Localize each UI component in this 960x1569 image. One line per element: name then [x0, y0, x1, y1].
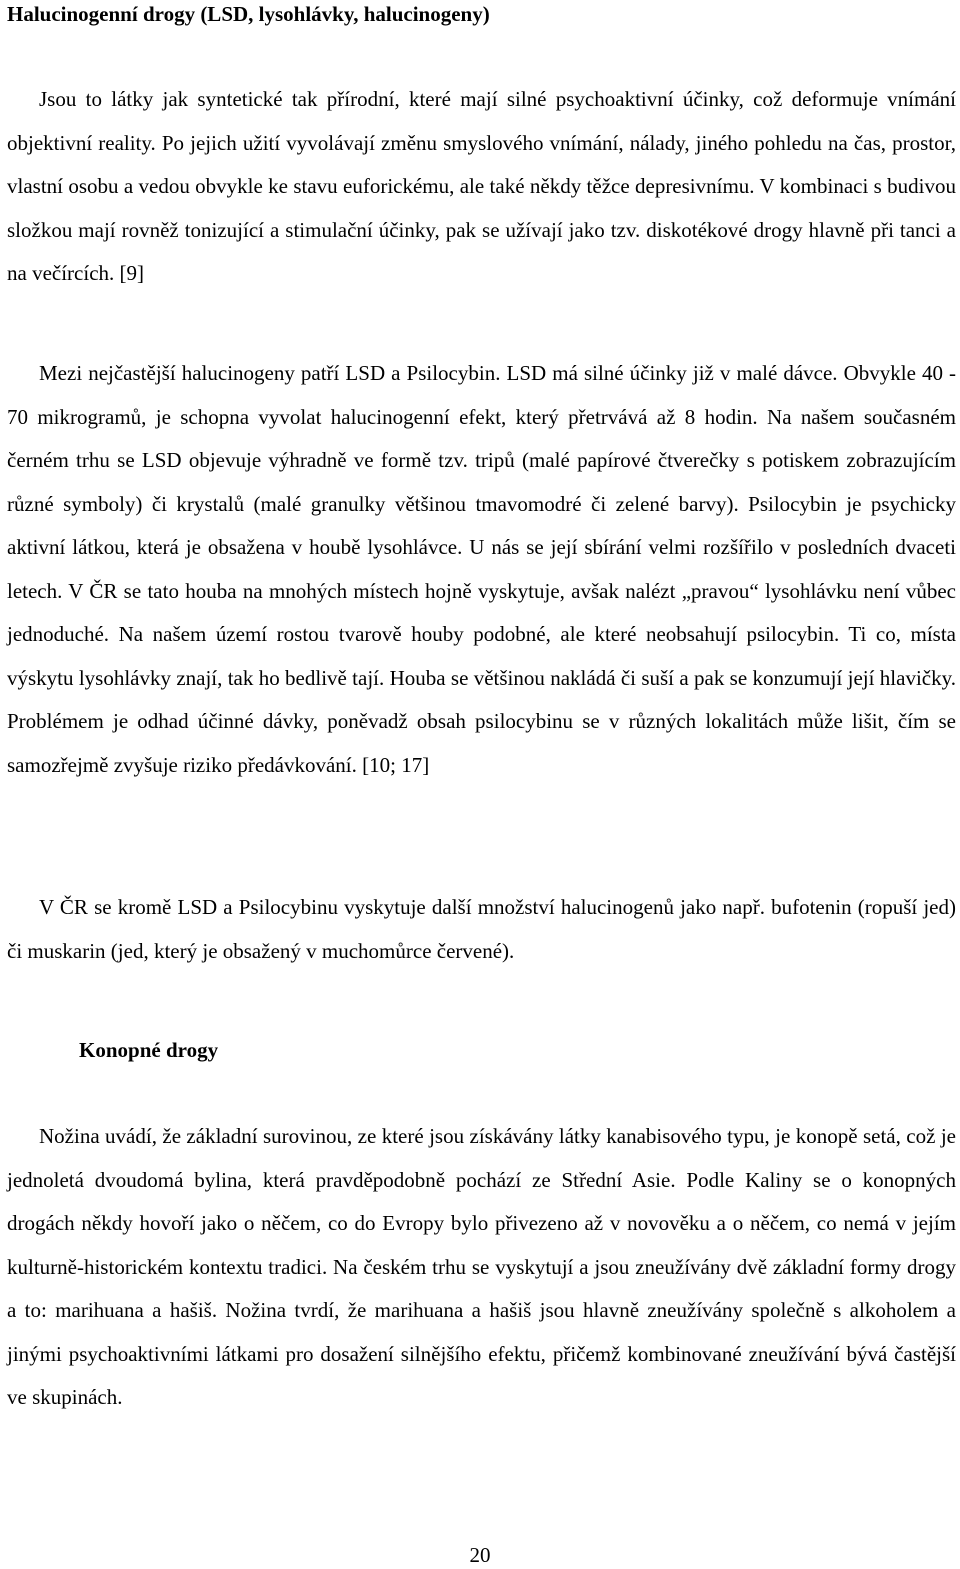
section-heading-hallucinogens: Halucinogenní drogy (LSD, lysohlávky, halucinogeny) — [7, 2, 490, 26]
paragraph-cannabis: Nožina uvádí, že základní surovinou, ze které jsou získávány látky kanabisového typu, je konopě setá, což je jednoletá dvoudomá bylina, která pravděpodobně pochází ze Střední Asie. Podle Kaliny se o konopných drogách někdy hovoří jako o něčem, co do Evropy bylo přivezeno až v novověku a o něčem, co nemá v jejím kulturně-historickém kontextu tradici. Na českém trhu se vyskytují a jsou zneužívány dvě základní formy drogy a to: marihuana a hašiš. Nožina tvrdí, že marihuana a hašiš jsou hlavně zneužívány společně s alkoholem a jinými psychoaktivními látkami pro dosažení silnějšího efektu, přičemž kombinované zneužívání bývá častější ve skupinách. — [7, 1124, 956, 1409]
paragraph-hallucinogens-intro: Jsou to látky jak syntetické tak přírodní, které mají silné psychoaktivní účinky, což deformuje vnímání objektivní reality. Po jejich užití vyvolávají změnu smyslového vnímání, nálady, jiného pohledu na čas, prostor, vlastní osobu a vedou obvykle ke stavu euforickému, ale také někdy těžce depresivnímu. V kombinaci s budivou složkou mají rovněž tonizující a stimulační účinky, pak se užívají jako tzv. diskotékové drogy hlavně při tanci a na večírcích. [9] — [7, 87, 956, 285]
paragraph-other-hallucinogens: V ČR se kromě LSD a Psilocybinu vyskytuje další množství halucinogenů jako např. bufotenin (ropuší jed) či muskarin (jed, který je obsažený v muchomůrce červené). — [7, 895, 956, 963]
section-heading-cannabis: Konopné drogy — [79, 1038, 219, 1062]
page-number: 20 — [469, 1543, 491, 1567]
paragraph-lsd-psilocybin: Mezi nejčastější halucinogeny patří LSD a Psilocybin. LSD má silné účinky již v malé dávce. Obvykle 40 - 70 mikrogramů, je schopna vyvolat halucinogenní efekt, který přetrvává až 8 hodin. Na našem současném černém trhu se LSD objevuje výhradně ve formě tzv. tripů (malé papírové čtverečky s potiskem zobrazujícím různé symboly) či krystalů (malé granulky většinou tmavomodré či zelené barvy). Psilocybin je psychicky aktivní látkou, která je obsažena v houbě lysohlávce. U nás se její sbírání velmi rozšířilo v posledních dvaceti letech. V ČR se tato houba na mnohých místech hojně vyskytuje, avšak nalézt „pravou“ lysohlávku není vůbec jednoduché. Na našem území rostou tvarově houby podobné, ale které neobsahují psilocybin. Ti co, místa výskytu lysohlávky znají, tak ho bedlivě tají. Houba se většinou nakládá či suší a pak se konzumují její hlavičky. Problémem je odhad účinné dávky, poněvadž obsah psilocybinu se v různých lokalitách může lišit, čím se samozřejmě zvyšuje riziko předávkování. [10; 17] — [7, 361, 956, 777]
